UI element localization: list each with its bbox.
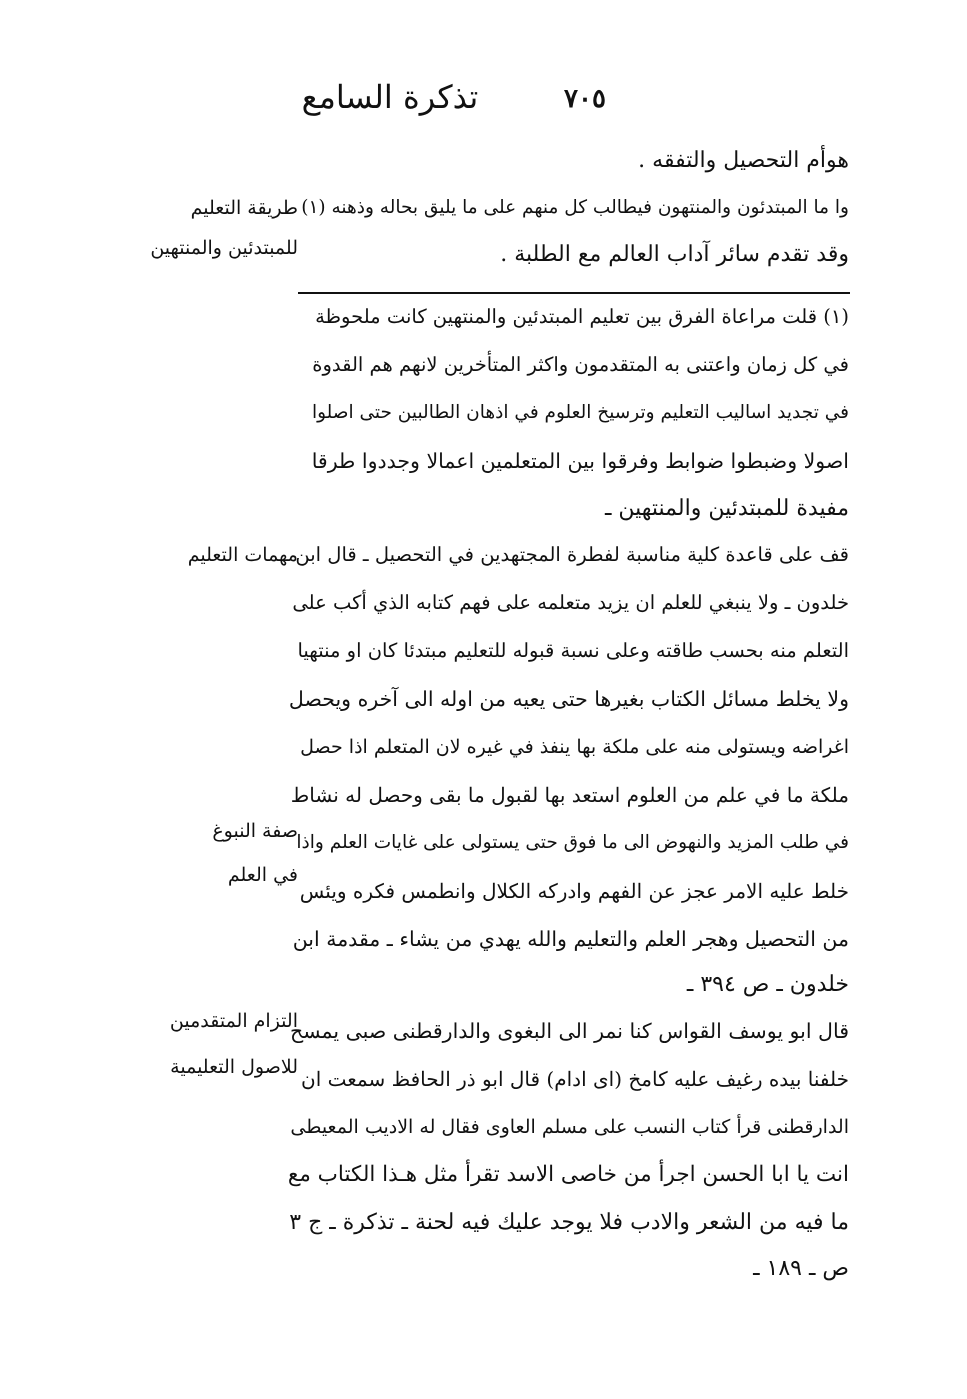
footnote-separator [298,292,850,294]
body-line: الدارقطنى قرأ كتاب النسب على مسلم العاوى فقال له الاديب المعيطى [290,1116,849,1138]
body-line: التعلم منه بحسب طاقته وعلى نسبة قبوله للتعليم مبتدئا كان او منتهيا [297,639,849,662]
body-line: من التحصيل وهجر العلم والتعليم والله يهدي من يشاء ـ مقدمة ابن [292,927,849,951]
page-number: ٧٠٥ [564,84,606,114]
footnote-line: في تجديد اساليب التعليم وترسيخ العلوم في اذهان الطالبين حتى اصلوا [311,402,849,423]
margin-note: مهمات التعليم [187,544,298,566]
body-line: خلدون ـ ص ٣٩٤ ـ [686,972,849,997]
body-line: ولا يخلط مسائل الكتاب بغيرها حتى يعيه من اوله الى آخره ويحصل [288,687,849,711]
footnote-line: في كل زمان واعتنى به المتقدمون واكثر المتأخرين لانهم هم القدوة [312,353,849,376]
margin-note: طريقة التعليم [190,197,298,219]
margin-note: للمبتدئين والمنتهين [150,237,298,259]
body-line: ص ـ ١٨٩ ـ [753,1256,849,1281]
body-line: قال ابو يوسف القواس كنا نمر الى البغوى والدارقطنى صبى يمسح [290,1019,849,1043]
body-line: خلط عليه الامر عجز عن الفهم وادركه الكلال وانطمس فكره ويئس [299,879,849,903]
margin-note: صفة النبوغ [212,820,298,842]
body-line: هوأم التحصيل والتفقه . [638,148,849,173]
body-line: ما فيه من الشعر والادب فلا يوجد عليك فيه لحنة ـ تذكرة ـ ج ٣ [289,1210,849,1235]
body-line: في طلب المزيد والنهوض الى ما فوق حتى يستولى على غايات العلم واذا [296,832,849,853]
body-line: وا ما المبتدئون والمنتهون فيطالب كل منهم على ما يليق بحاله وذهنه (١) [301,197,849,218]
margin-note: التزام المتقدمين [169,1010,298,1032]
footnote-line: (١) قلت مراعاة الفرق بين تعليم المبتدئين والمنتهين كانت ملحوظة [315,305,849,328]
body-line: خلفنا بيده رغيف عليه كامخ (اى ادام) قال ابو ذر الحافظ سمعت ان [301,1067,849,1091]
body-line: قف على قاعدة كلية مناسبة لفطرة المجتهدين في التحصيل ـ قال ابن [295,543,849,566]
body-line: انت يا ابا الحسن اجرأ من خاصى الاسد تقرأ مثل هـذا الكتاب مع [287,1162,849,1187]
footnote-line: مفيدة للمبتدئين والمنتهين ـ [604,496,849,521]
body-line: اغراضه ويستولى منه على ملكة بها ينفذ في غيره لان المتعلم اذا حصل [300,736,849,758]
body-line: وقد تقدم سائر آداب العالم مع الطلبة . [500,242,849,267]
margin-note: للاصول التعليمية [170,1056,298,1078]
body-line: ملكة ما في علم من العلوم استعد بها لقبول ما بقى وحصل له نشاط [290,783,849,807]
running-title: تذكرة السامع [301,78,479,116]
margin-note: في العلم [227,864,298,886]
footnote-line: اصولا وضبطوا ضوابط وفرقوا بين المتعلمين اعمالا وجددوا طرقا [311,449,849,473]
body-line: خلدون ـ ولا ينبغي للعلم ان يزيد متعلمه على فهم كتابه الذي أكب على [292,591,849,614]
